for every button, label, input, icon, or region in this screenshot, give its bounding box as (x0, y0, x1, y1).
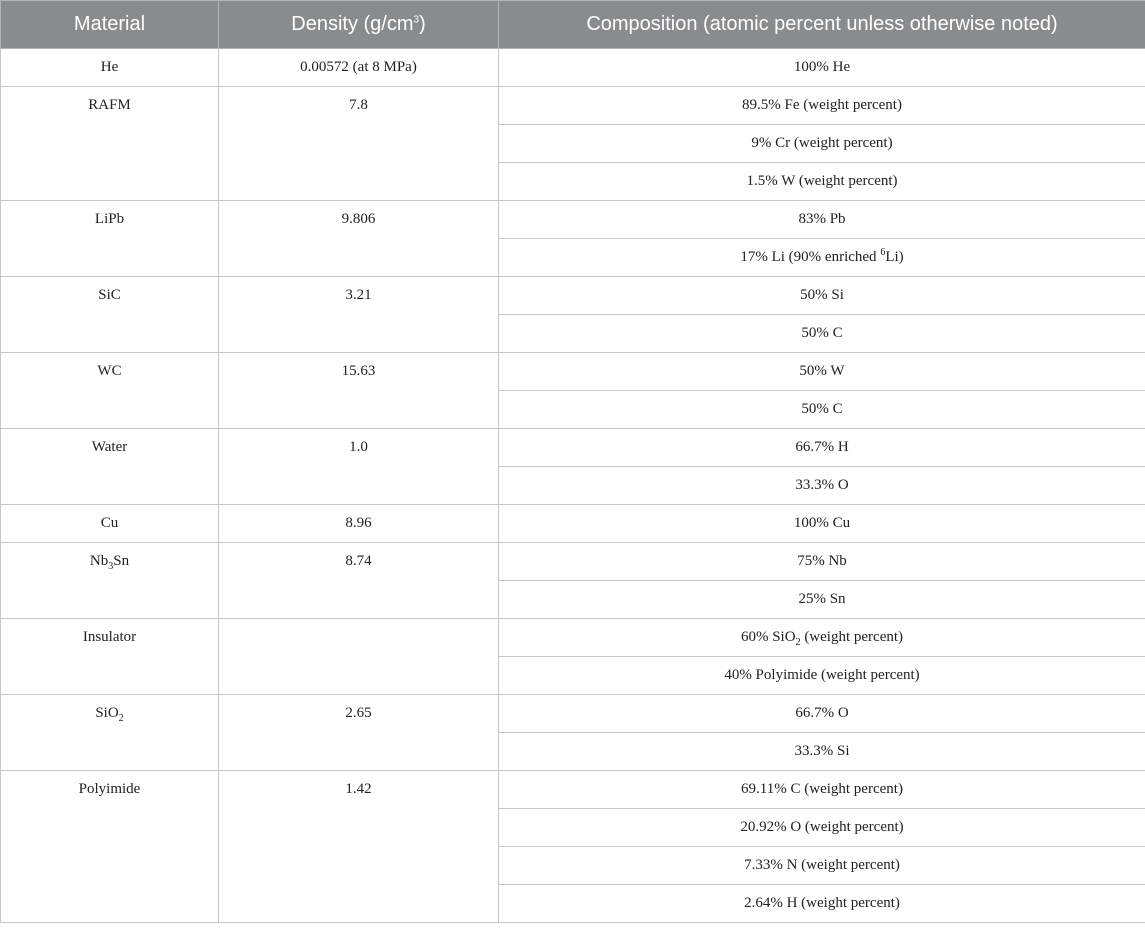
header-density-close: ) (419, 13, 426, 35)
material-cell: Cu (1, 505, 219, 543)
composition-cell: 50% C (499, 391, 1145, 429)
density-cell: 9.806 (219, 201, 499, 277)
header-composition: Composition (atomic percent unless otherwise noted) (499, 1, 1145, 49)
composition-cell: 2.64% H (weight percent) (499, 885, 1145, 923)
table-row (1, 771, 1145, 809)
table-row (1, 353, 1145, 391)
composition-cell: 25% Sn (499, 581, 1145, 619)
sio2-subscript: 2 (795, 637, 801, 648)
material-cell (1, 695, 219, 771)
material-subscript: 2 (118, 713, 124, 724)
header-density-exponent: 3 (413, 14, 420, 26)
table-header (1, 1, 1145, 49)
table-row (1, 619, 1145, 657)
composition-cell: 40% Polyimide (weight percent) (499, 657, 1145, 695)
composition-cell: 66.7% O (499, 695, 1145, 733)
density-cell: 2.65 (219, 695, 499, 771)
composition-cell: 89.5% Fe (weight percent) (499, 87, 1145, 125)
composition-cell: 50% Si (499, 277, 1145, 315)
material-cell: Water (1, 429, 219, 505)
composition-cell: 9% Cr (weight percent) (499, 125, 1145, 163)
composition-cell: 7.33% N (weight percent) (499, 847, 1145, 885)
li-prefix: 17% Li (90% enriched (740, 249, 881, 265)
material-cell: WC (1, 353, 219, 429)
density-cell: 1.42 (219, 771, 499, 923)
material-cell: LiPb (1, 201, 219, 277)
composition-cell: 33.3% O (499, 467, 1145, 505)
table-row (1, 87, 1145, 125)
material-sio: SiO (95, 705, 119, 721)
density-cell: 15.63 (219, 353, 499, 429)
composition-cell: 100% He (499, 49, 1145, 87)
sio2-suffix: (weight percent) (800, 629, 904, 645)
table-row (1, 505, 1145, 543)
composition-cell (499, 619, 1145, 657)
header-material: Material (1, 1, 219, 49)
density-cell (219, 619, 499, 695)
table-row (1, 429, 1145, 467)
header-row (1, 1, 1145, 49)
density-cell: 1.0 (219, 429, 499, 505)
material-cell: Polyimide (1, 771, 219, 923)
material-sn: Sn (113, 553, 130, 569)
density-cell: 3.21 (219, 277, 499, 353)
material-cell: RAFM (1, 87, 219, 201)
table-row (1, 49, 1145, 87)
material-cell (1, 543, 219, 619)
composition-cell (499, 239, 1145, 277)
table-row (1, 201, 1145, 239)
table-row (1, 277, 1145, 315)
composition-cell: 20.92% O (weight percent) (499, 809, 1145, 847)
composition-cell: 66.7% H (499, 429, 1145, 467)
composition-cell: 1.5% W (weight percent) (499, 163, 1145, 201)
composition-cell: 50% C (499, 315, 1145, 353)
material-cell: SiC (1, 277, 219, 353)
li-suffix: Li) (885, 249, 904, 265)
material-subscript: 3 (108, 561, 114, 572)
composition-cell: 83% Pb (499, 201, 1145, 239)
header-density-text: Density (g/cm (291, 13, 414, 35)
material-cell: He (1, 49, 219, 87)
table-row (1, 543, 1145, 581)
material-nb: Nb (89, 553, 109, 569)
density-cell: 8.96 (219, 505, 499, 543)
table-body (1, 49, 1145, 923)
composition-cell: 69.11% C (weight percent) (499, 771, 1145, 809)
density-cell: 0.00572 (at 8 MPa) (219, 49, 499, 87)
material-cell: Insulator (1, 619, 219, 695)
composition-cell: 75% Nb (499, 543, 1145, 581)
header-density (219, 1, 499, 49)
composition-cell: 100% Cu (499, 505, 1145, 543)
composition-cell: 33.3% Si (499, 733, 1145, 771)
sio2-prefix: 60% SiO (740, 629, 796, 645)
density-cell: 7.8 (219, 87, 499, 201)
density-cell: 8.74 (219, 543, 499, 619)
li-isotope: 6 (880, 247, 886, 258)
table-row (1, 695, 1145, 733)
composition-cell: 50% W (499, 353, 1145, 391)
